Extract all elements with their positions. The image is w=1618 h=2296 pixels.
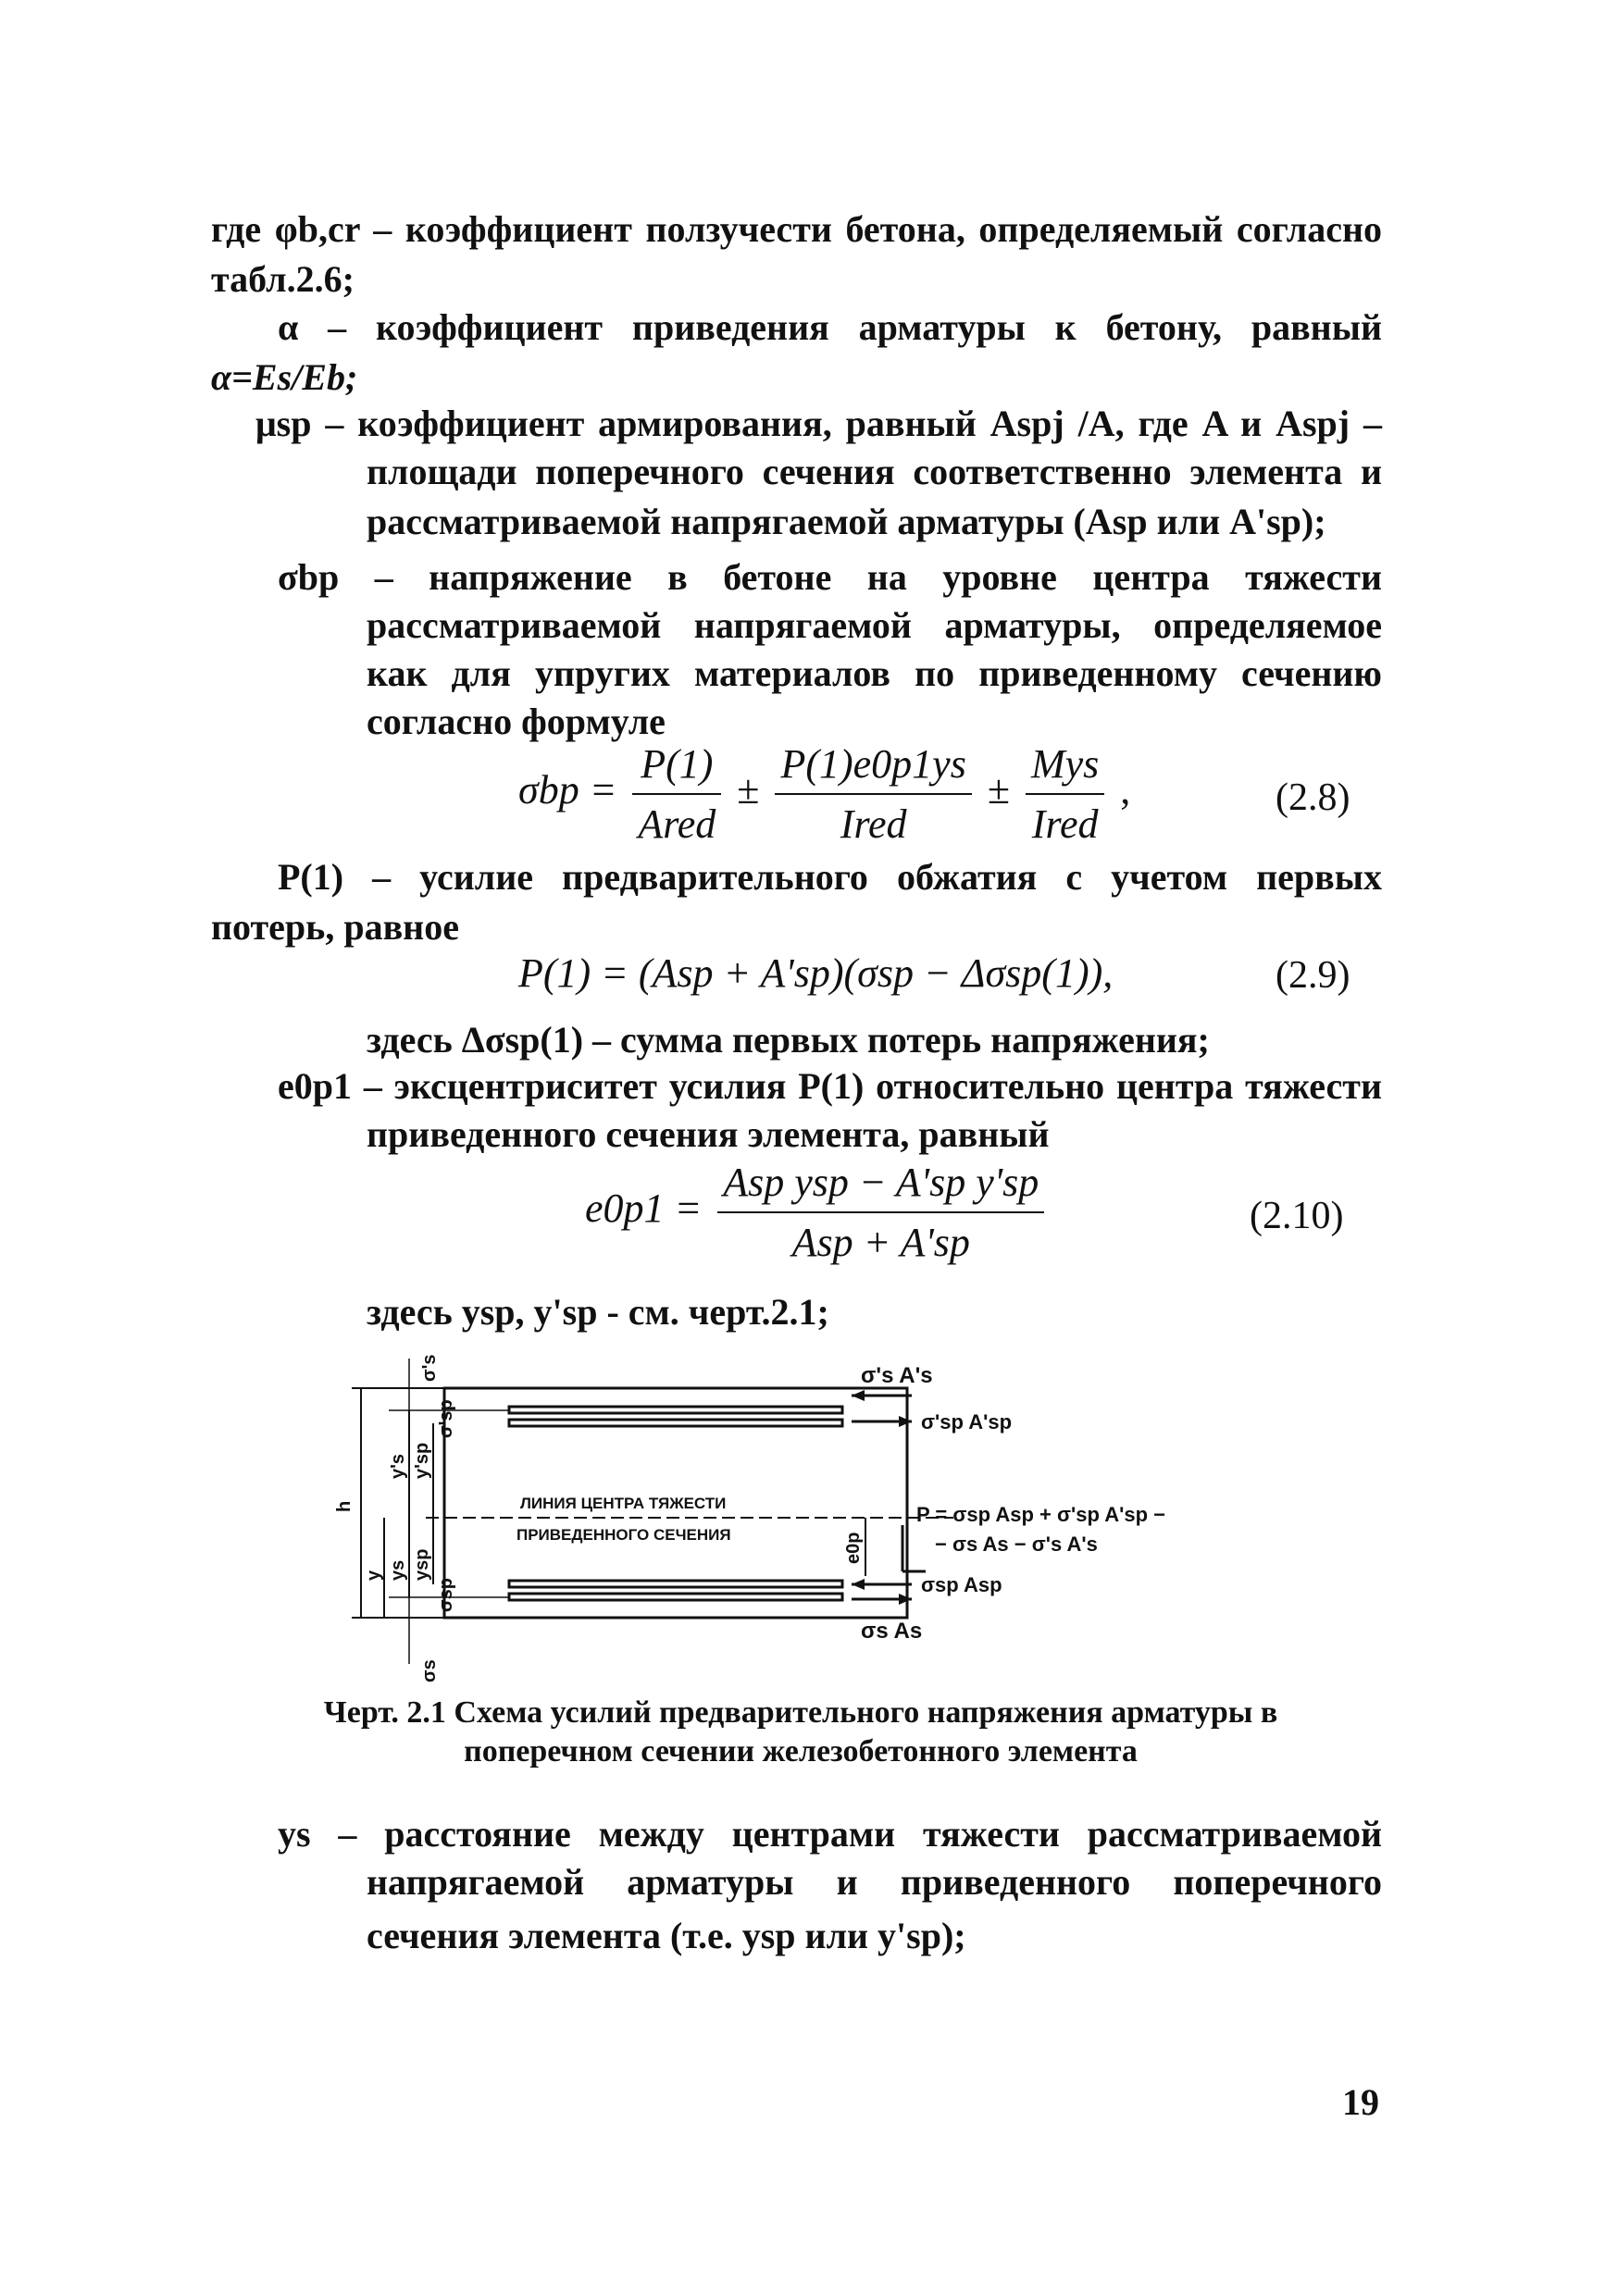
fig-label: P = σsp Asp + σ'sp A'sp − bbox=[916, 1503, 1166, 1526]
operator: ± bbox=[737, 767, 760, 813]
text-line: напрягаемой арматуры и приведенного поперечного bbox=[367, 1861, 1382, 1903]
fig-label: h bbox=[334, 1500, 355, 1512]
fig-label: σsp Asp bbox=[921, 1573, 1002, 1596]
fraction bbox=[775, 740, 971, 848]
equation-number: (2.9) bbox=[1276, 954, 1350, 997]
fig-label: ys bbox=[388, 1559, 408, 1581]
equation-2-8 bbox=[518, 740, 1130, 848]
fraction-numerator: P(1)e0p1ys bbox=[775, 740, 971, 795]
equation-2-9 bbox=[518, 949, 1113, 997]
equation-2-10 bbox=[585, 1159, 1050, 1266]
text-line: согласно формуле bbox=[367, 701, 666, 742]
text-line: потерь, равное bbox=[211, 906, 459, 948]
equation-lhs: e0p1 = bbox=[585, 1185, 703, 1232]
fraction bbox=[632, 740, 721, 848]
equation-tail: , bbox=[1120, 767, 1131, 813]
equation-number: (2.10) bbox=[1250, 1195, 1344, 1237]
top-bar-s bbox=[509, 1407, 842, 1413]
text-line: сечения элемента (т.е. ysp или y'sp); bbox=[367, 1915, 966, 1956]
caption-line: Черт. 2.1 Схема усилий предварительного напряжения арматуры в bbox=[323, 1695, 1278, 1730]
fig-label: y'sp bbox=[412, 1442, 432, 1479]
fig-label: ЛИНИЯ ЦЕНТРА ТЯЖЕСТИ bbox=[520, 1495, 727, 1512]
text-line: табл.2.6; bbox=[211, 258, 355, 300]
caption-line: поперечном сечении железобетонного элемента bbox=[464, 1734, 1138, 1769]
fig-label: y's bbox=[388, 1453, 408, 1479]
text-line: где φb,cr – коэффициент ползучести бетона, определяемый согласно bbox=[211, 208, 1382, 250]
text-line: как для упругих материалов по приведенному сечению bbox=[367, 652, 1382, 694]
top-bar-sp bbox=[509, 1420, 842, 1426]
fig-label: ysp bbox=[412, 1548, 432, 1581]
fig-label: e0p bbox=[843, 1532, 864, 1564]
text-line: площади поперечного сечения соответственно элемента и bbox=[367, 451, 1382, 492]
equation-lhs: σbp = bbox=[518, 767, 617, 813]
equation-number: (2.8) bbox=[1276, 776, 1350, 819]
fig-label: σ'sp bbox=[436, 1399, 456, 1438]
bottom-bar-s bbox=[509, 1594, 842, 1600]
fraction-denominator: Ired bbox=[1031, 801, 1099, 847]
text-line: α – коэффициент приведения арматуры к бетону, равный bbox=[278, 306, 1382, 348]
fig-label: σs As bbox=[861, 1619, 923, 1644]
fig-label: σ's A's bbox=[861, 1363, 933, 1388]
fraction bbox=[717, 1159, 1044, 1266]
fraction-numerator: Mys bbox=[1026, 740, 1104, 795]
fraction-denominator: Asp + A'sp bbox=[791, 1220, 970, 1265]
text-line: σbp – напряжение в бетоне на уровне центра тяжести bbox=[278, 556, 1382, 598]
fig-label: − σs As − σ's A's bbox=[935, 1533, 1098, 1556]
text-line: μsp – коэффициент армирования, равный Aspj /A, где A и Aspj – bbox=[255, 403, 1382, 444]
equation-expression: P(1) = (Asp + A'sp)(σsp − Δσsp(1)), bbox=[518, 950, 1114, 996]
operator: ± bbox=[987, 767, 1010, 813]
text-line: рассматриваемой напрягаемой арматуры, определяемое bbox=[367, 604, 1382, 646]
fraction-numerator: P(1) bbox=[632, 740, 721, 795]
fig-label: σs bbox=[419, 1659, 440, 1682]
fraction-denominator: Ired bbox=[840, 801, 907, 847]
fig-label: σ's bbox=[419, 1354, 440, 1382]
text-line: e0p1 – эксцентриситет усилия P(1) относительно центра тяжести bbox=[278, 1065, 1382, 1107]
text-line: здесь Δσsp(1) – сумма первых потерь напряжения; bbox=[367, 1019, 1210, 1061]
figure-caption bbox=[278, 1694, 1324, 1771]
page-number: 19 bbox=[1342, 2081, 1379, 2123]
fig-label: σ'sp A'sp bbox=[921, 1410, 1013, 1433]
figure-2-1 bbox=[305, 1349, 1324, 1692]
text-line: α=Es/Eb; bbox=[211, 356, 358, 398]
fig-label: σsp bbox=[436, 1577, 456, 1612]
text-line: ys – расстояние между центрами тяжести рассматриваемой bbox=[278, 1813, 1382, 1855]
fig-label: y bbox=[364, 1570, 384, 1581]
text-line: приведенного сечения элемента, равный bbox=[367, 1113, 1050, 1155]
text-line: P(1) – усилие предварительного обжатия с учетом первых bbox=[278, 856, 1382, 898]
text-line: рассматриваемой напрягаемой арматуры (Asp или A'sp); bbox=[367, 501, 1326, 542]
bottom-bar-sp bbox=[509, 1581, 842, 1587]
fig-label: ПРИВЕДЕННОГО СЕЧЕНИЯ bbox=[517, 1526, 731, 1544]
fraction bbox=[1026, 740, 1104, 848]
fraction-denominator: Ared bbox=[638, 801, 716, 847]
fraction-numerator: Asp ysp − A'sp y'sp bbox=[717, 1159, 1044, 1213]
text-line: здесь ysp, y'sp - см. черт.2.1; bbox=[367, 1291, 829, 1333]
